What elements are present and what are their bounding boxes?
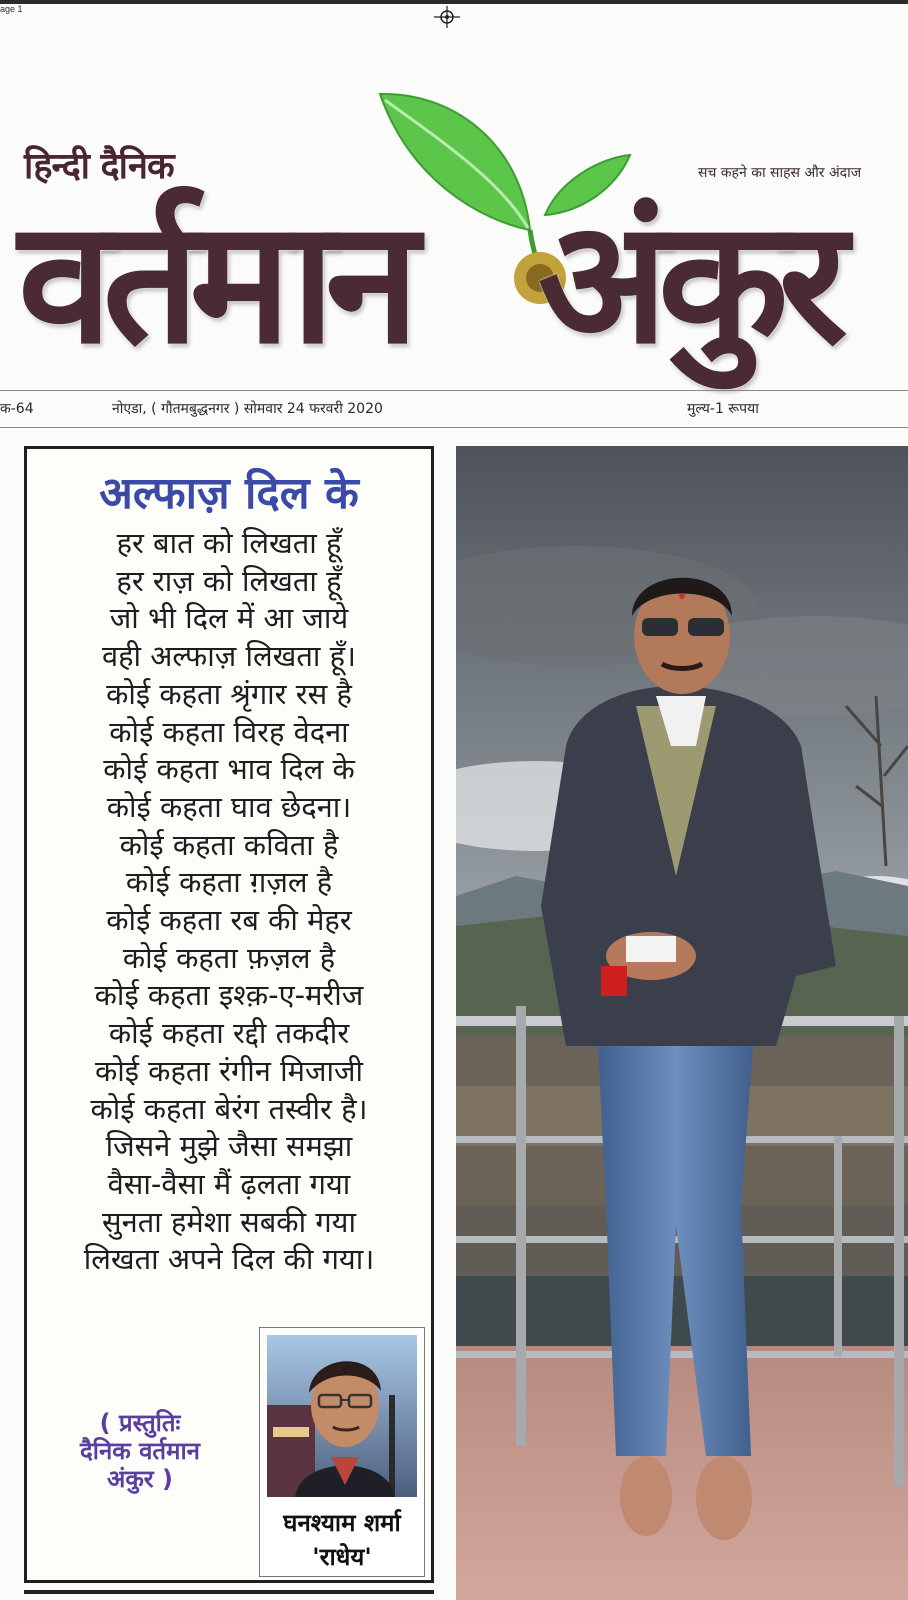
poem-line: सुनता हमेशा सबकी गया <box>102 1204 356 1239</box>
poem-line: कोई कहता रंगीन मिजाजी <box>94 1053 364 1088</box>
masthead-tagline: सच कहने का साहस और अंदाज <box>698 165 862 181</box>
poem-line: वैसा-वैसा मैं ढ़लता गया <box>107 1166 351 1201</box>
poem-lines <box>27 525 431 1279</box>
registration-mark-icon <box>434 4 460 30</box>
poem-line: कोई कहता घाव छेदना। <box>106 789 352 824</box>
poem-box <box>24 446 434 1583</box>
author-alias: 'राधेय' <box>312 1543 372 1571</box>
credit-line: अंकुर ) <box>107 1465 173 1493</box>
poem-line: कोई कहता रद्दी तकदीर <box>108 1016 350 1051</box>
poem-title: अल्फाज़ दिल के <box>99 468 359 519</box>
dateline: नोएडा, ( गौतमबुद्धनगर ) सोमवार 24 फरवरी 2020 <box>112 401 383 417</box>
author-photo <box>267 1335 417 1497</box>
edition-number: क-64 <box>0 401 34 417</box>
poem-line: कोई कहता विरह वेदना <box>109 714 349 749</box>
poem-line: कोई कहता कविता है <box>119 827 339 862</box>
poem-line: कोई कहता श्रृंगार रस है <box>106 676 352 711</box>
presentation-credit <box>45 1409 235 1493</box>
poem-line: वही अल्फाज़ लिखता हूँ। <box>101 639 356 674</box>
author-name: घनश्याम शर्मा <box>283 1509 401 1537</box>
poem-line: हर राज़ को लिखता हूँ <box>116 563 342 598</box>
poem-line: कोई कहता ग़ज़ल है <box>125 865 333 900</box>
title-word-2: अंकुर <box>538 184 838 382</box>
poem-line: कोई कहता रब की मेहर <box>106 903 352 938</box>
poem-line: जिसने मुझे जैसा समझा <box>105 1129 353 1164</box>
price-label: मुल्य-1 रूपया <box>687 401 759 417</box>
edition-info-bar <box>0 390 908 428</box>
author-card <box>259 1327 425 1577</box>
poem-line: हर बात को लिखता हूँ <box>116 526 342 560</box>
poem-line: कोई कहता फ़ज़ल है <box>122 940 336 975</box>
poem-line: कोई कहता बेरंग तस्वीर है। <box>90 1091 368 1126</box>
page-label: age 1 <box>0 4 23 14</box>
credit-line: ( प्रस्तुतिः <box>99 1409 181 1437</box>
credit-line: दैनिक वर्तमान <box>80 1437 200 1465</box>
masthead-kicker: हिन्दी दैनिक <box>24 146 174 187</box>
poem-line: कोई कहता इश्क़-ए-मरीज <box>94 978 364 1013</box>
title-word-1: वर्तमान <box>18 184 410 382</box>
bottom-rule <box>24 1590 434 1594</box>
masthead <box>0 80 908 380</box>
featured-photo <box>456 446 908 1600</box>
poem-line: कोई कहता भाव दिल के <box>103 752 355 787</box>
poem-line: जो भी दिल में आ जाये <box>109 601 349 636</box>
poem-line: लिखता अपने दिल की गया। <box>83 1242 375 1277</box>
